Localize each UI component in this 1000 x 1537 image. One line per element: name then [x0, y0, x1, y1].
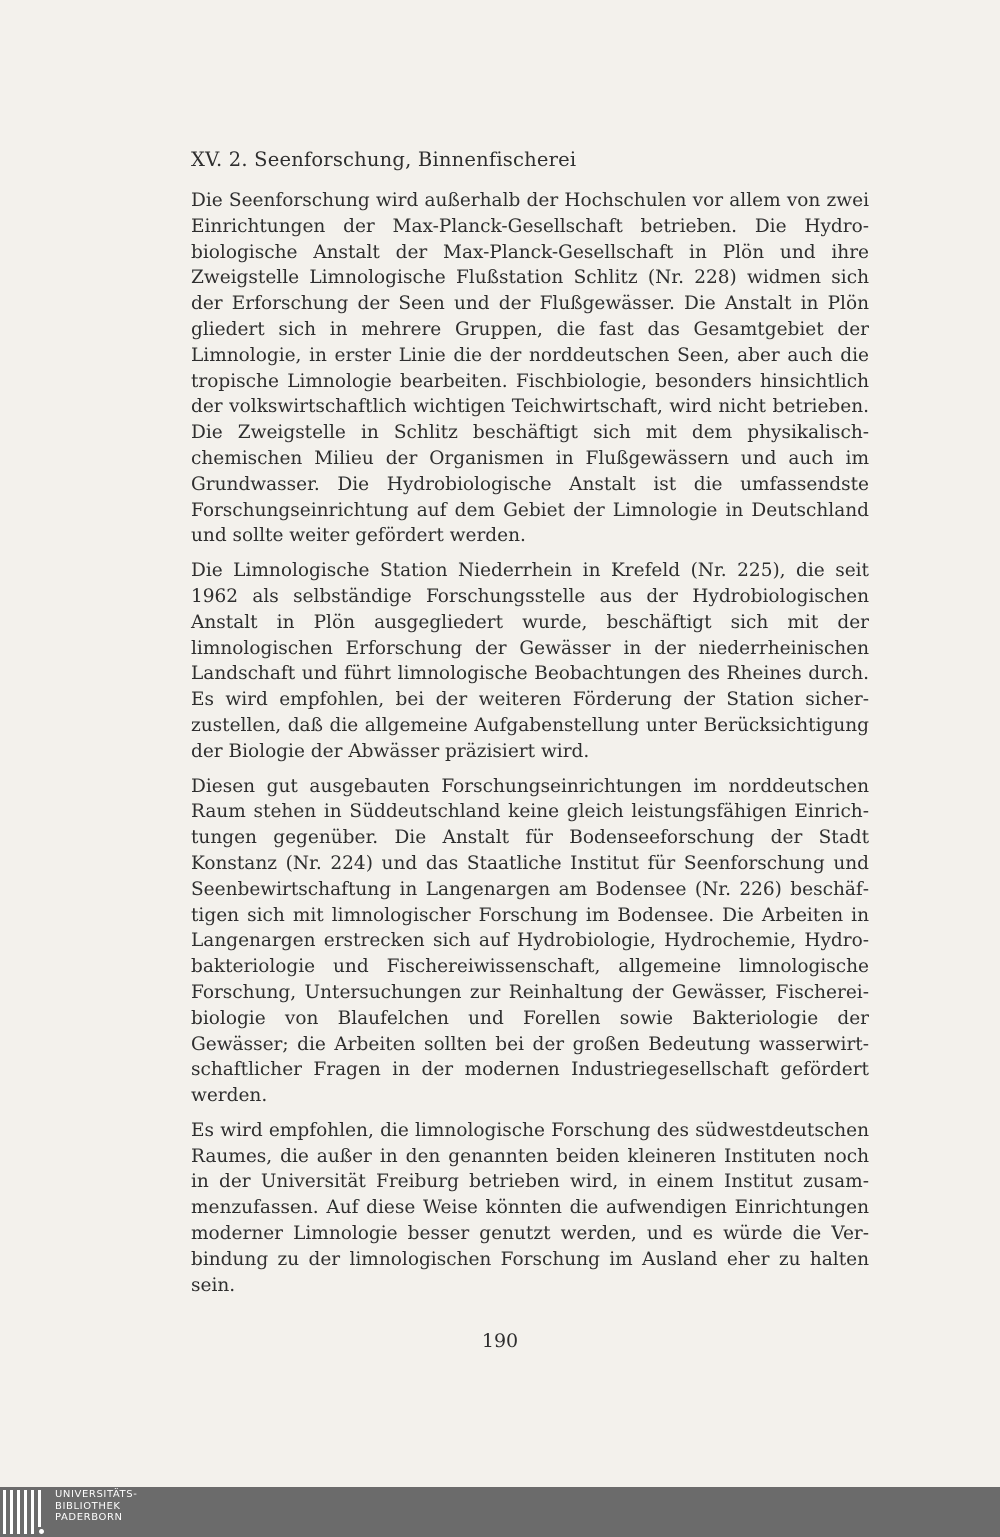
- body-text: [191, 188, 869, 1307]
- section-heading: XV. 2. Seenforschung, Binnenfischerei: [191, 148, 577, 171]
- library-logo-dot-icon: [39, 1529, 44, 1534]
- paragraph-3: Diesen gut ausgebauten Forschungseinrichtungen im norddeutschen Raum stehen in Süddeutschland keine gleich leistungsfähigen Einrichtungen gegenüber. Die Anstalt für Bodenseeforschung der Stadt Konstanz (Nr. 224) und das Staatliche Institut für Seenforschung und Seenbewirtschaftung in Langenargen am Bodensee (Nr. 226) beschäftigen sich mit limnologischer Forschung im Bodensee. Die Arbeiten in Langenargen erstrecken sich auf Hydrobiologie, Hydrochemie, Hydrobakteriologie und Fischereiwissenschaft, allgemeine limnologische Forschung, Untersuchungen zur Reinhaltung der Gewässer, Fischereibiologie von Blaufelchen und Forellen sowie Bakteriologie der Gewässer; die Arbeiten sollten bei der großen Bedeutung wasserwirtschaftlicher Fragen in der modernen Industriegesellschaft gefördert werden.: [191, 775, 869, 1107]
- library-logo-bars-icon: [3, 1490, 41, 1534]
- library-logo: [3, 1487, 137, 1537]
- paragraph-1: Die Seenforschung wird außerhalb der Hochschulen vor allem von zwei Einrichtungen der Max-Planck-Gesellschaft betrieben. Die Hydrobiologische Anstalt der Max-Planck-Gesellschaft in Plön und ihre Zweigstelle Limnologische Flußstation Schlitz (Nr. 228) widmen sich der Erforschung der Seen und der Flußgewässer. Die Anstalt in Plön gliedert sich in mehrere Gruppen, die fast das Gesamtgebiet der Limnologie, in erster Linie die der norddeutschen Seen, aber auch die tropische Limnologie bearbeiten. Fischbiologie, besonders hinsichtlich der volkswirtschaftlich wichtigen Teichwirtschaft, wird nicht betrieben. Die Zweigstelle in Schlitz beschäftigt sich mit dem physikalisch-chemischen Milieu der Organismen in Flußgewässern und auch im Grundwasser. Die Hydrobiologische Anstalt ist die umfassendste Forschungseinrichtung auf dem Gebiet der Limnologie in Deutschland und sollte weiter gefördert werden.: [191, 190, 869, 547]
- paragraph-2: Die Limnologische Station Niederrhein in Krefeld (Nr. 225), die seit 1962 als selbständige Forschungsstelle aus der Hydrobiologischen Anstalt in Plön ausgegliedert wurde, beschäftigt sich mit der limnologischen Erforschung der Gewässer in der niederrheinischen Landschaft und führt limnologische Beobachtungen des Rheines durch. Es wird empfohlen, bei der weiteren Förderung der Station sicherzustellen, daß die allgemeine Aufgabenstellung unter Berücksichtigung der Biologie der Abwässer präzisiert wird.: [191, 560, 869, 762]
- library-logo-text: UNIVERSITÄTS- BIBLIOTHEK PADERBORN: [55, 1489, 138, 1523]
- paragraph-4: Es wird empfohlen, die limnologische Forschung des südwestdeutschen Raumes, die außer in den genannten beiden kleineren Instituten noch in der Universität Freiburg betrieben wird, in einem Institut zusammenzufassen. Auf diese Weise könnten die aufwendigen Einrichtungen moderner Limnologie besser genutzt werden, und es würde die Verbindung zu der limnologischen Forschung im Ausland eher zu halten sein.: [191, 1119, 869, 1296]
- library-footer: [0, 1487, 1000, 1537]
- page-number: 190: [481, 1330, 519, 1352]
